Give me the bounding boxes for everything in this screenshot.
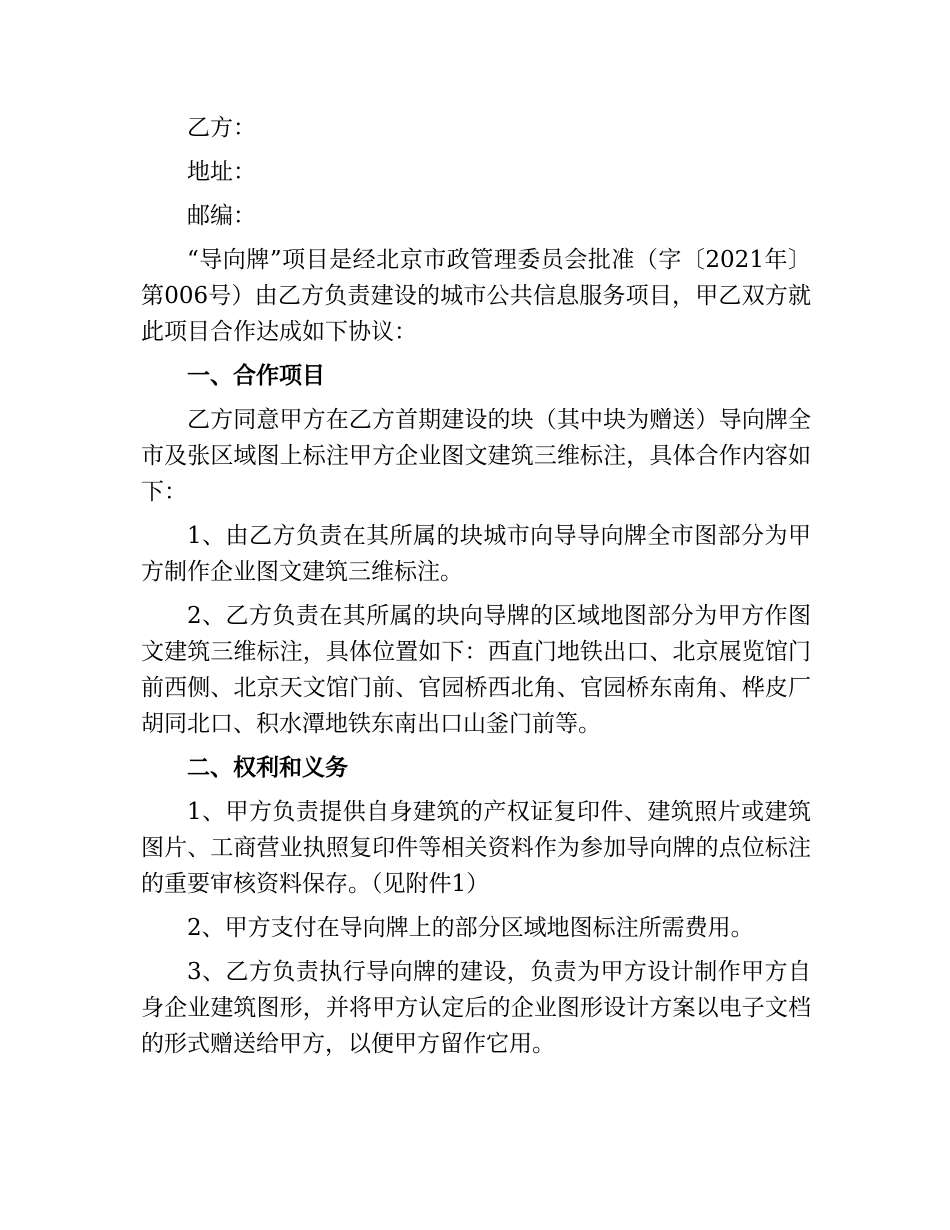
- cooperation-paragraph: 乙方同意甲方在乙方首期建设的块（其中块为赠送）导向牌全市及张区域图上标注甲方企业图文建筑三维标注，具体合作内容如下：: [141, 407, 811, 505]
- rights-item-1: 1、甲方负责提供自身建筑的产权证复印件、建筑照片或建筑图片、工商营业执照复印件等相关资料作为参加导向牌的点位标注的重要审核资料保存。（见附件1）: [141, 799, 811, 897]
- party-b-field: 乙方：: [187, 115, 256, 141]
- postcode-field: 邮编：: [187, 203, 256, 229]
- section-heading-cooperation: 一、合作项目: [187, 362, 325, 389]
- section-heading-rights: 二、权利和义务: [187, 754, 348, 781]
- cooperation-item-2: 2、乙方负责在其所属的块向导牌的区域地图部分为甲方作图文建筑三维标注，具体位置如下：西直门地铁出口、北京展览馆门前西侧、北京天文馆门前、官园桥西北角、官园桥东南角、桦皮厂胡同北口、积水潭地铁东南出口山釜门前等。: [141, 603, 811, 737]
- document-page: [141, 110, 811, 1070]
- rights-item-2: 2、甲方支付在导向牌上的部分区域地图标注所需费用。: [187, 915, 754, 941]
- cooperation-item-1: 1、由乙方负责在其所属的块城市向导导向牌全市图部分为甲方制作企业图文建筑三维标注。: [141, 523, 811, 585]
- address-field: 地址：: [187, 159, 256, 185]
- intro-paragraph: “导向牌”项目是经北京市政管理委员会批准（字〔2021年〕第006号）由乙方负责建设的城市公共信息服务项目，甲乙双方就此项目合作达成如下协议：: [141, 247, 811, 345]
- rights-item-3: 3、乙方负责执行导向牌的建设，负责为甲方设计制作甲方自身企业建筑图形，并将甲方认定后的企业图形设计方案以电子文档的形式赠送给甲方，以便甲方留作它用。: [141, 959, 811, 1057]
